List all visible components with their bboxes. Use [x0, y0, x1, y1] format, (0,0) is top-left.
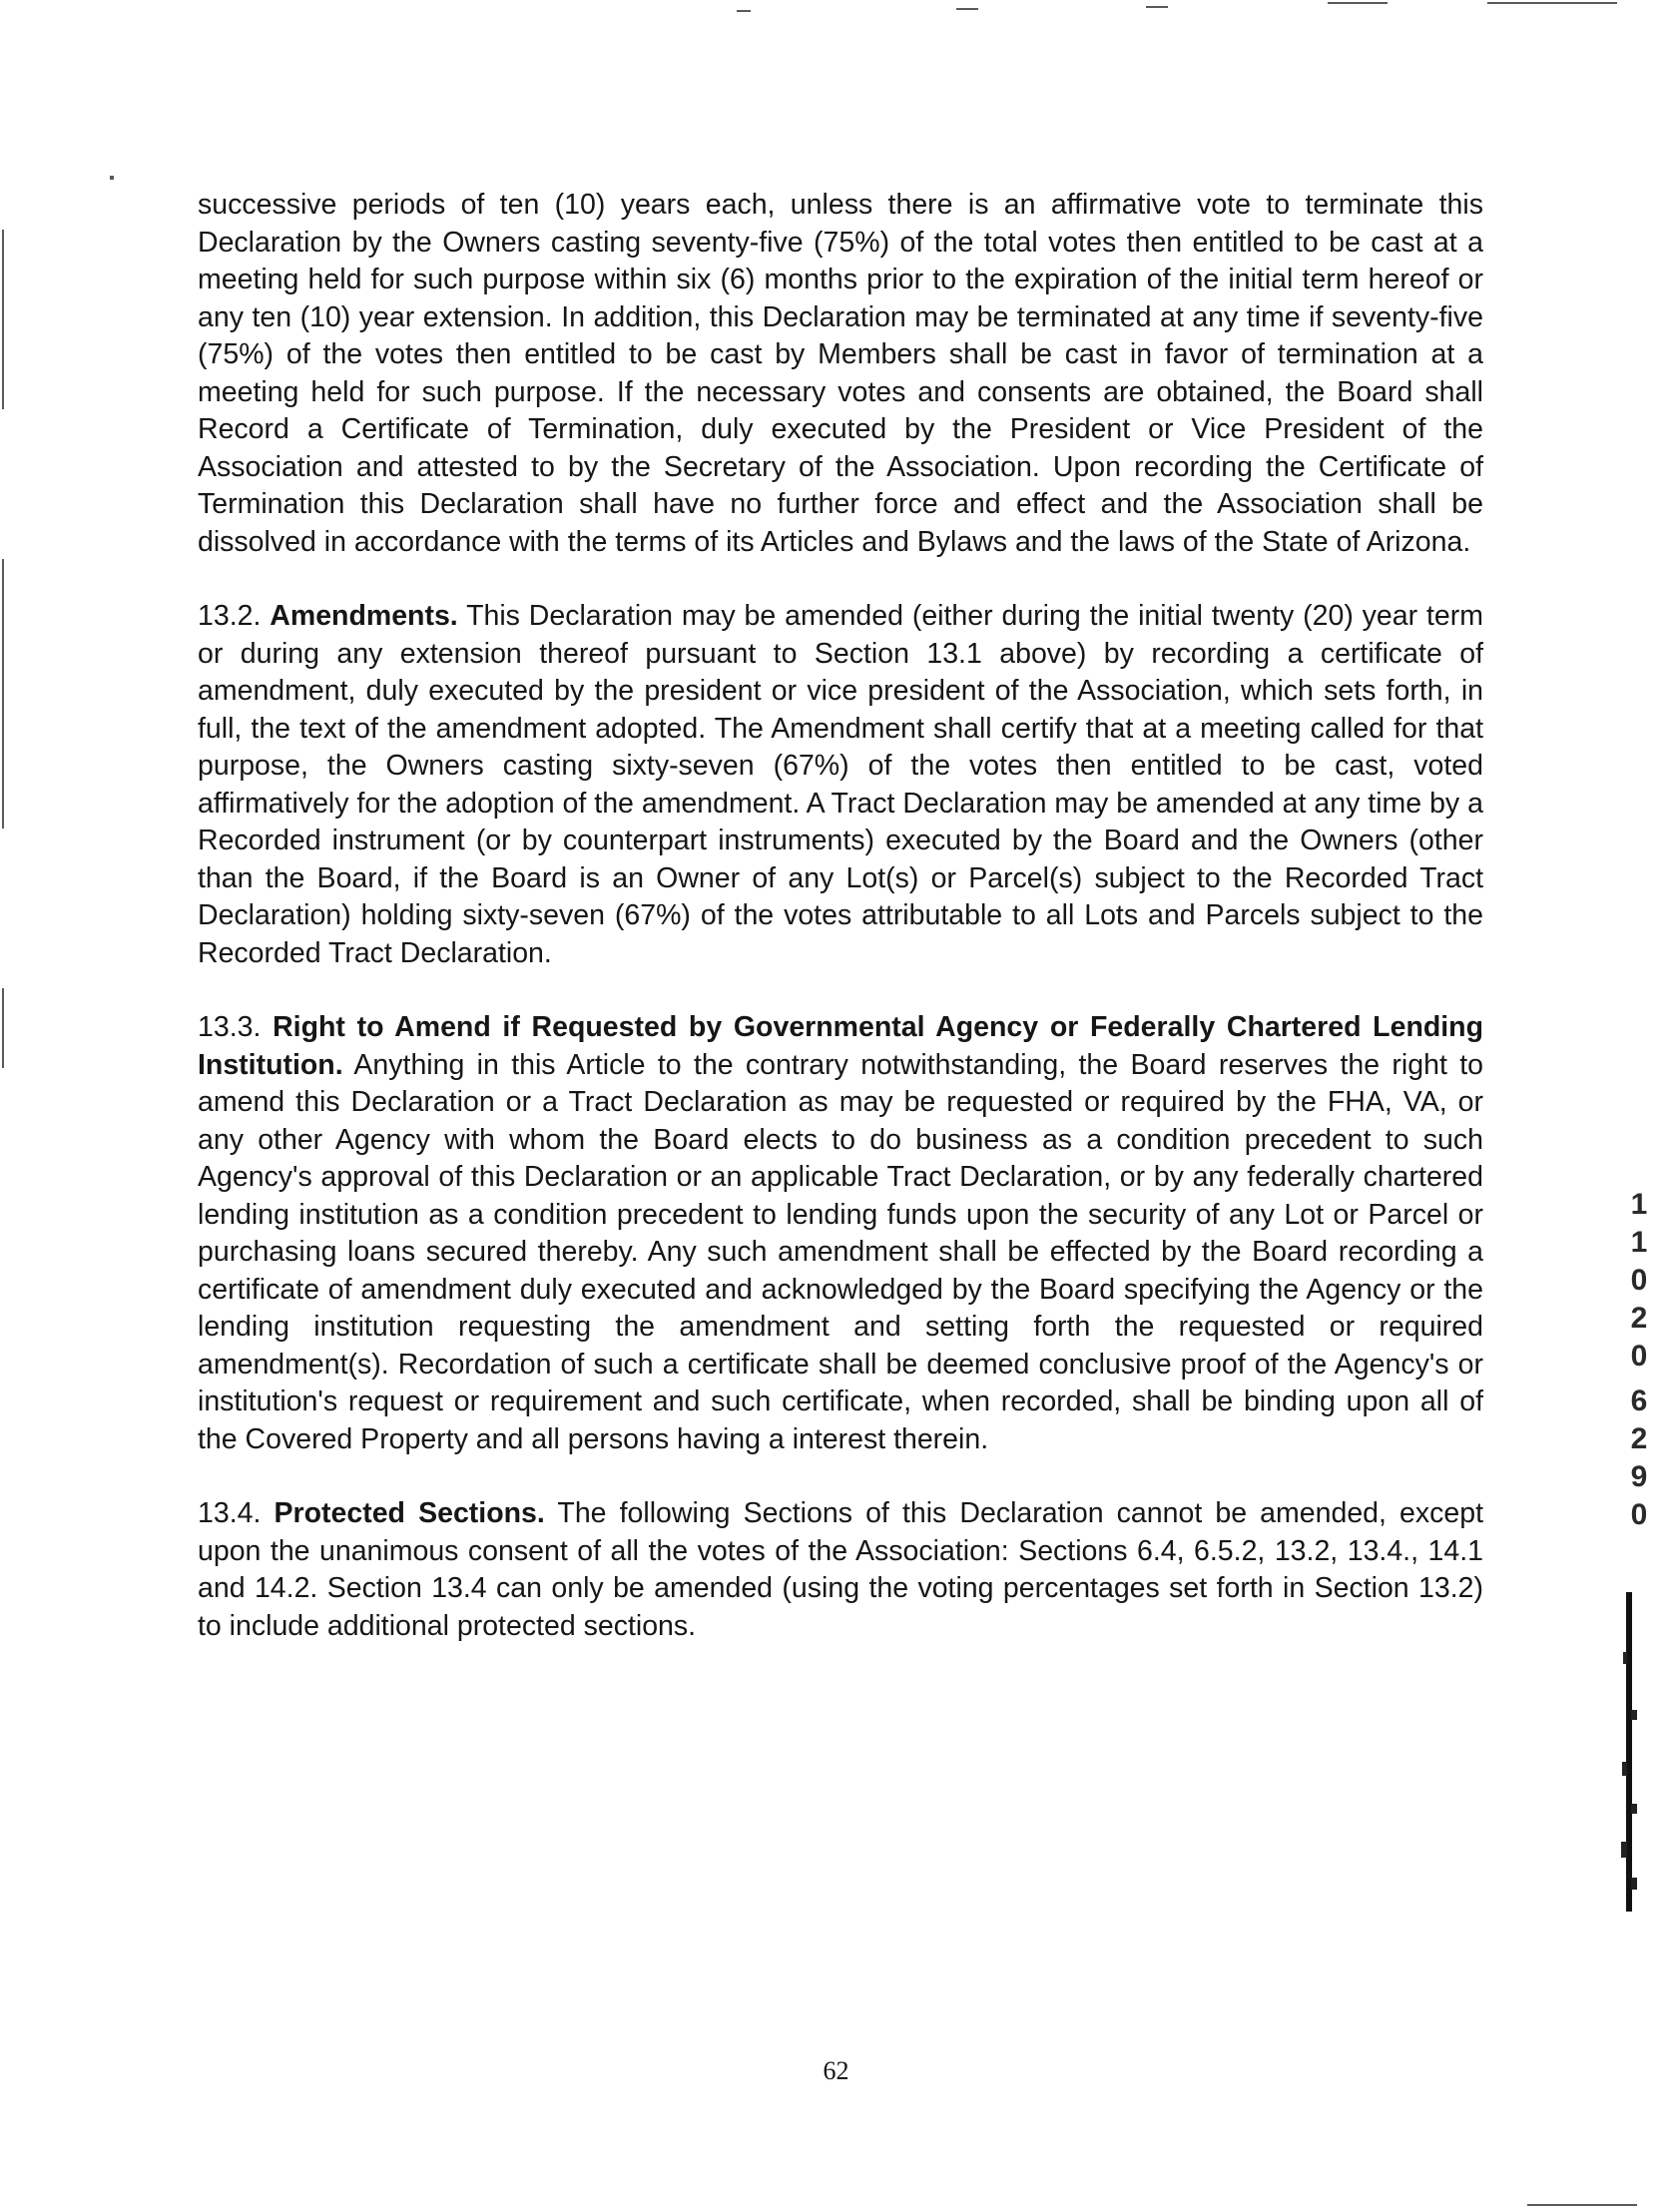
stamp-digit: 1: [1630, 1226, 1648, 1259]
scan-mark-left-3: [2, 988, 4, 1068]
scan-mark-left-1: [2, 230, 4, 409]
scan-mark-top-1: [737, 10, 751, 12]
scan-mark-top-2: [956, 8, 978, 10]
section-13-3: [198, 1009, 1483, 1458]
stamp-digit: 0: [1630, 1498, 1648, 1531]
stamp-digit: 1: [1630, 1188, 1648, 1221]
section-text: Anything in this Article to the contrary notwithstanding, the Board reserves the right to amend this Declaration or a Tract Declaration as may be requested or required by the FHA, VA, or any other Agency with whom the Board elects to do business as a condition precedent to such Agency's approval of this Declaration or an applicable Tract Declaration, or by any federally chartered lending institution as a condition precedent to lending funds upon the security of any Lot or Parcel or purchasing loans secured thereby. Any such amendment shall be effected by the Board recording a certificate of amendment duly executed and acknowledged by the Board specifying the Agency or the lending institution requesting the amendment and setting forth the requested or required amendment(s). Recordation of such a certificate shall be deemed conclusive proof of the Agency's or institution's request or requirement and such certificate, when recorded, shall be binding upon all of the Covered Property and all persons having a interest therein.: [198, 1048, 1483, 1455]
recording-barcode: [1613, 1592, 1643, 1912]
section-heading: Right to Amend if Requested by Governmental Agency or Federally Chartered Lending Institution.: [198, 1011, 1483, 1081]
section-heading: Protected Sections.: [274, 1497, 545, 1529]
scan-mark-top-4: [1328, 2, 1388, 4]
stamp-digit: 0: [1630, 1264, 1648, 1297]
recording-stamp-group-2: [1625, 1382, 1653, 1534]
section-text: This Declaration may be amended (either during the initial twenty (20) year term or during any extension thereof pursuant to Section 13.1 above) by recording a certificate of amendment, duly executed by the president or vice president of the Association, which sets forth, in full, the text of the amendment adopted. The Amendment shall certify that at a meeting called for that purpose, the Owners casting sixty-seven (67%) of the votes then entitled to be cast, voted affirmatively for the adoption of the amendment. A Tract Declaration may be amended at any time by a Recorded instrument (or by counterpart instruments) executed by the Board and the Owners (other than the Board, if the Board is an Owner of any Lot(s) or Parcel(s) subject to the Recorded Tract Declaration) holding sixty-seven (67%) of the votes attributable to all Lots and Parcels subject to the Recorded Tract Declaration.: [198, 600, 1483, 969]
stamp-digit: 9: [1630, 1460, 1648, 1493]
recording-stamp-group-1: [1625, 1186, 1653, 1376]
scan-mark-bottom: [1527, 2204, 1637, 2206]
scan-mark-speck: [110, 176, 114, 180]
stamp-digit: 2: [1630, 1422, 1648, 1455]
section-number: 13.2.: [198, 600, 262, 632]
section-heading: Amendments.: [270, 600, 458, 632]
stamp-digit: 2: [1630, 1302, 1648, 1335]
scan-mark-left-2: [2, 559, 4, 829]
section-13-4: [198, 1495, 1483, 1645]
document-body: [198, 187, 1483, 1682]
scan-mark-top-3: [1146, 6, 1168, 8]
stamp-digit: 0: [1630, 1340, 1648, 1373]
page-number: 62: [823, 2056, 849, 2085]
section-text: The following Sections of this Declaration cannot be amended, except upon the unanimous consent of all the votes of the Association: Sections 6.4, 6.5.2, 13.2, 13.4., 14.1 and 14.2. Section 13.4 can only be amended (using the voting percentages set forth in Section 13.2) to include additional protected sections.: [198, 1497, 1484, 1642]
scan-mark-top-5: [1487, 2, 1617, 4]
paragraph-termination: successive periods of ten (10) years each, unless there is an affirmative vote to terminate this Declaration by the Owners casting seventy-five (75%) of the total votes then entitled to be cast at a meeting held for such purpose within six (6) months prior to the expiration of the initial term hereof or any ten (10) year extension. In addition, this Declaration may be terminated at any time if seventy-five (75%) of the votes then entitled to be cast by Members shall be cast in favor of termination at a meeting held for such purpose. If the necessary votes and consents are obtained, the Board shall Record a Certificate of Termination, duly executed by the President or Vice President of the Association and attested to by the Secretary of the Association. Upon recording the Certificate of Termination this Declaration shall have no further force and effect and the Association shall be dissolved in accordance with the terms of its Articles and Bylaws and the laws of the State of Arizona.: [198, 189, 1483, 558]
section-13-2: [198, 598, 1483, 972]
section-number: 13.3.: [198, 1011, 262, 1043]
section-number: 13.4.: [198, 1497, 262, 1529]
stamp-digit: 6: [1630, 1384, 1648, 1417]
